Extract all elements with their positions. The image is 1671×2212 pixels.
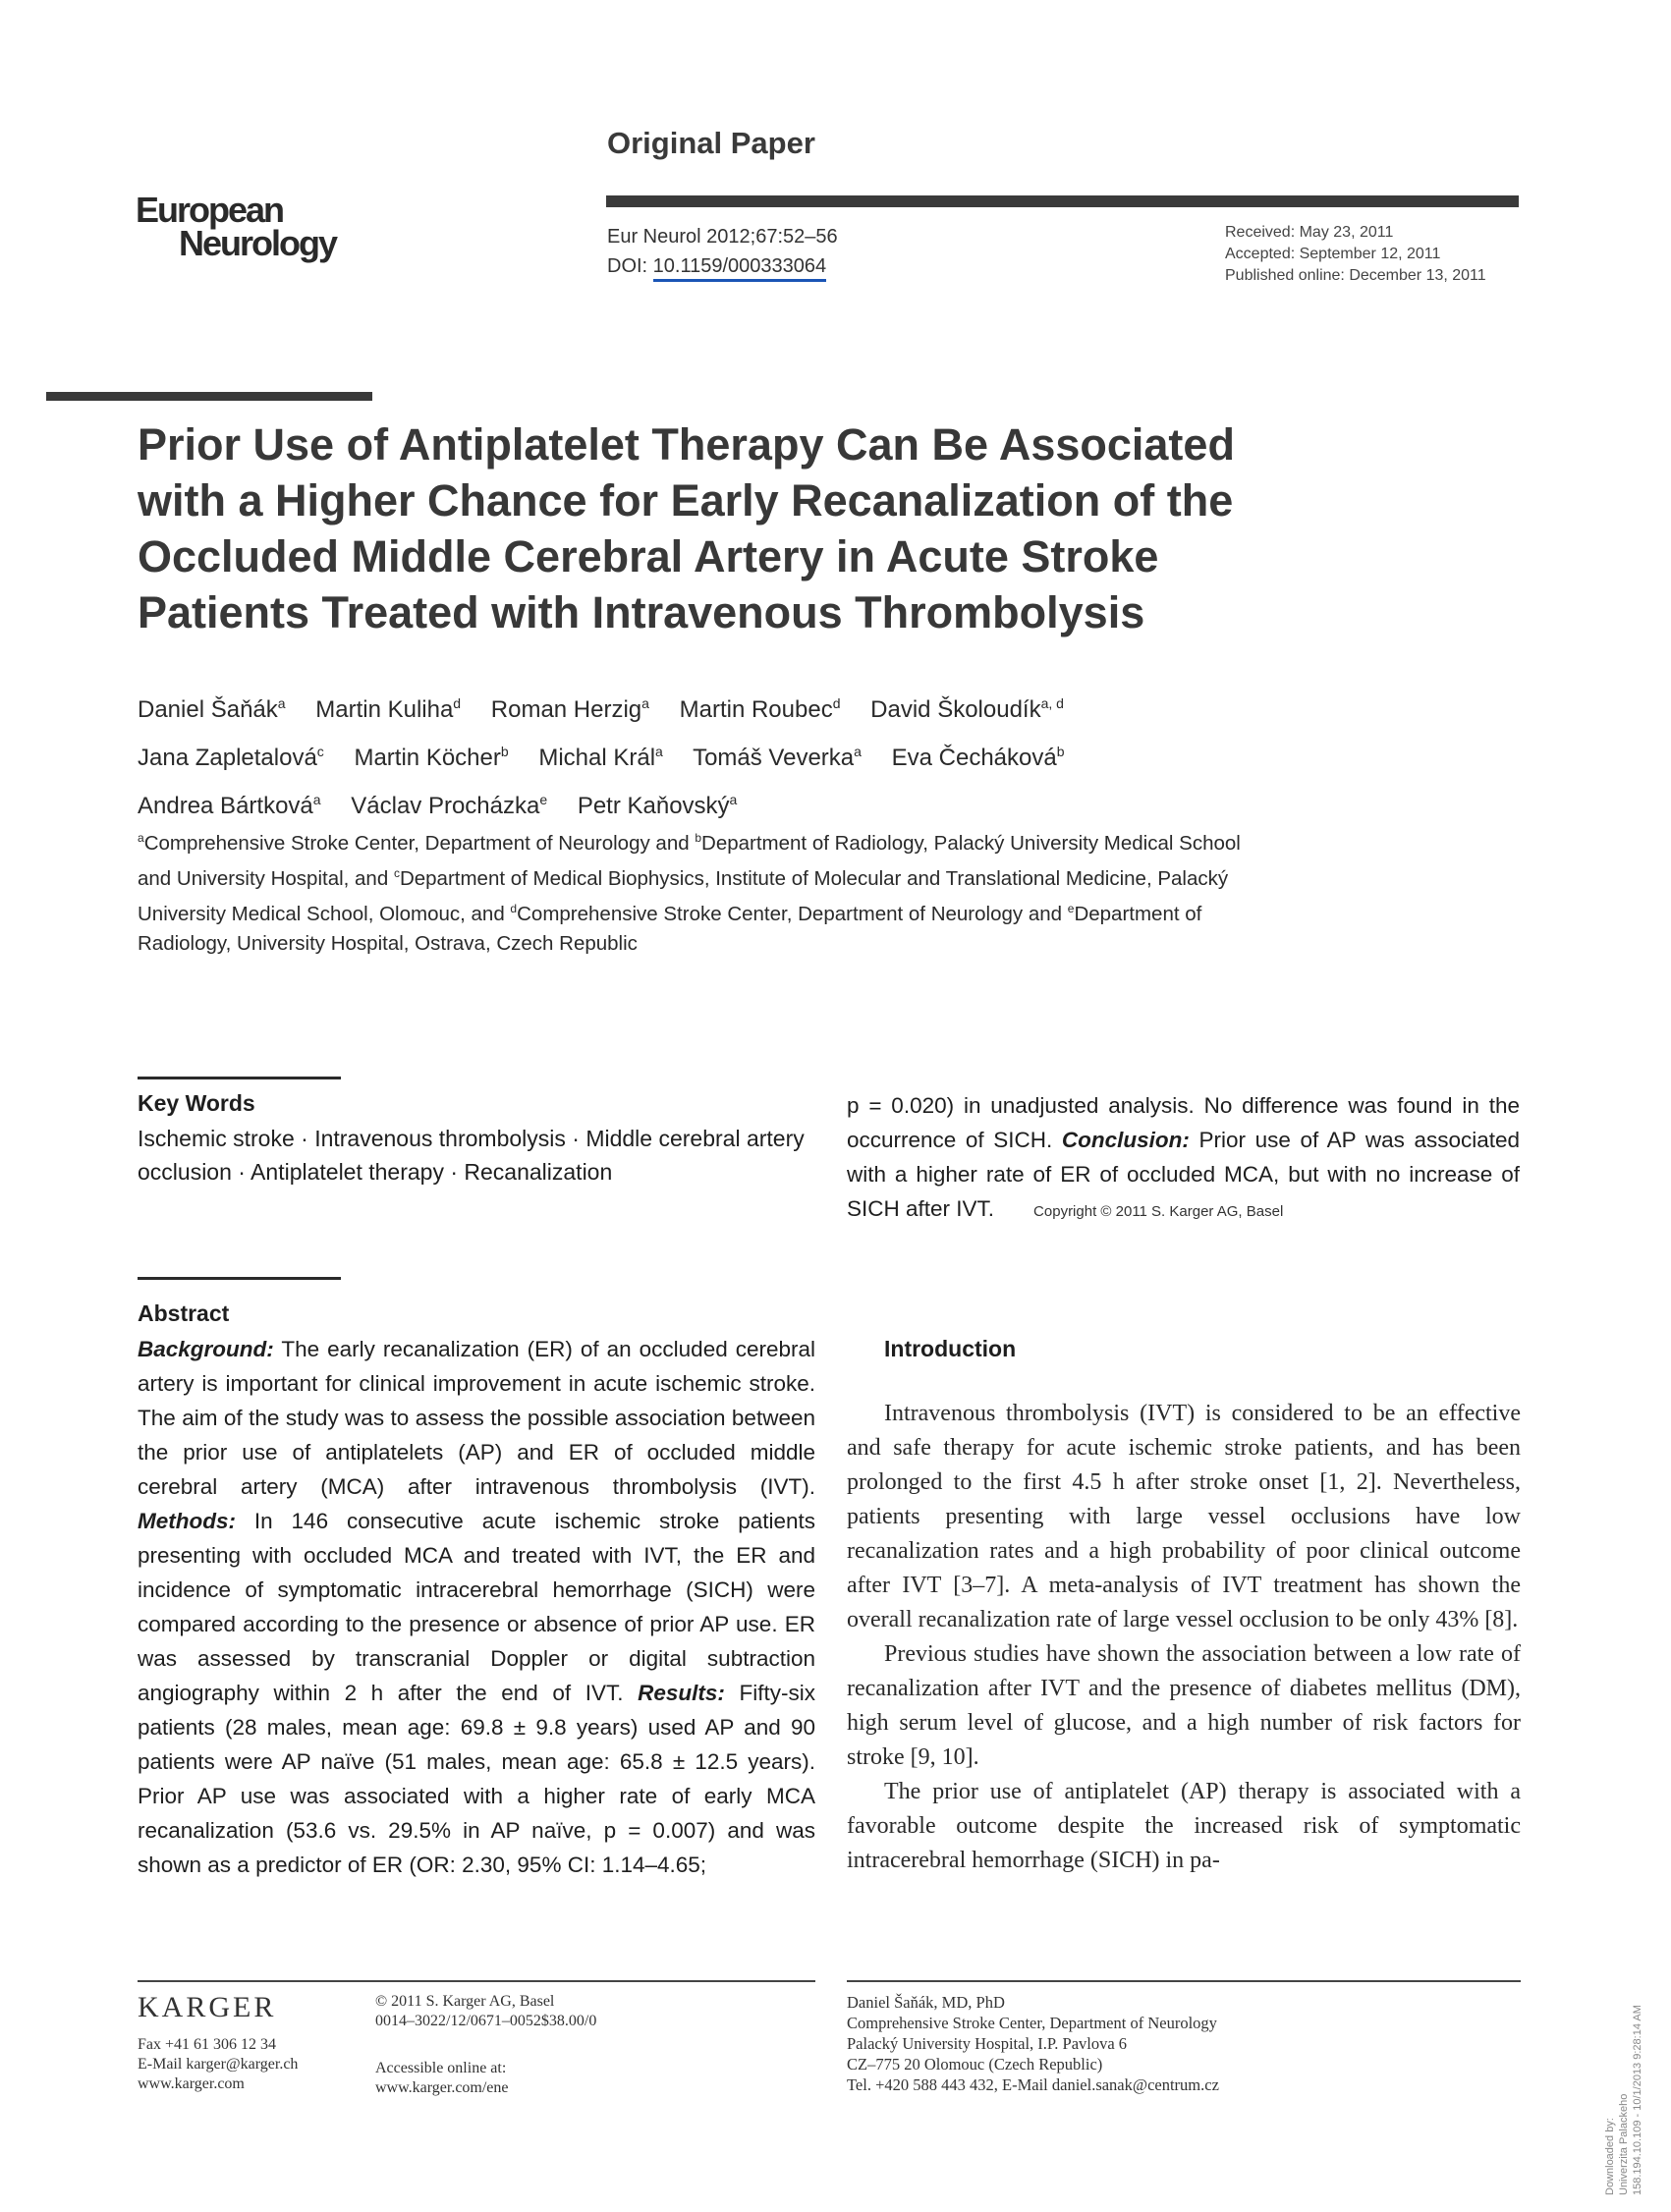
keywords-text: Ischemic stroke · Intravenous thrombolysis · Middle cerebral artery occlusion · Antiplatelet therapy · Recanalization (138, 1126, 805, 1185)
author-line-2 (138, 731, 1267, 779)
author: Roman Herzig$^a$ (490, 695, 649, 723)
author-line-1 (138, 683, 1267, 731)
journal-logo-line2: Neurology (179, 223, 337, 263)
author: Václav Procházka$^e$ (351, 792, 548, 819)
publisher-web[interactable]: www.karger.com (138, 2075, 245, 2092)
abstract-copyright: Copyright © 2011 S. Karger AG, Basel (1033, 1203, 1284, 1220)
download-line: Downloaded by: (1604, 2118, 1616, 2195)
published-date: Published online: December 13, 2011 (1225, 267, 1486, 284)
download-stamp (1603, 1930, 1644, 2195)
abstract-continuation: p = 0.020) in unadjusted analysis. No difference was found in the occurrence of SICH. Conclusion: Prior use of AP was associated with a higher rate of ER of occluded MCA, but with no increase of SICH after IVT. Copyright © 2011 S. Karger AG, Basel (847, 1093, 1521, 1221)
author: Martin Roubec$^d$ (679, 695, 841, 723)
copyright-line: © 2011 S. Karger AG, Basel (375, 1993, 555, 2010)
corr-name: Daniel Šaňák, MD, PhD (847, 1993, 1005, 2012)
received-date: Received: May 23, 2011 (1225, 224, 1394, 241)
access-label: Accessible online at: (375, 2060, 507, 2076)
publisher-fax: Fax +41 61 306 12 34 (138, 2036, 277, 2053)
conclusion-label: Conclusion: (1061, 1128, 1190, 1152)
background-label: Background: (138, 1337, 274, 1361)
author: Tomáš Veverka$^a$ (693, 744, 862, 771)
doi-line (607, 251, 838, 281)
author: Andrea Bártková$^a$ (138, 792, 321, 819)
corr-line: Palacký University Hospital, I.P. Pavlova 6 (847, 2034, 1128, 2053)
journal-logo-line1: European (136, 190, 284, 230)
publication-dates (1225, 222, 1486, 287)
author: Martin Köcher$^b$ (354, 744, 509, 771)
keywords-rule (138, 1077, 341, 1079)
publisher-contact (138, 2035, 298, 2094)
author: David Školoudík$^{a, d}$ (870, 695, 1064, 723)
footer-copyright (375, 1992, 596, 2031)
access-url[interactable]: www.karger.com/ene (375, 2079, 509, 2096)
download-line: 158.194.10.109 - 10/1/2013 9:28:14 AM (1632, 2005, 1643, 2195)
doi-link[interactable]: 10.1159/000333064 (653, 255, 826, 282)
introduction-heading: Introduction (884, 1336, 1017, 1361)
corr-line: CZ–775 20 Olomouc (Czech Republic) (847, 2055, 1103, 2074)
abstract-rule (138, 1277, 341, 1280)
article-title: Prior Use of Antiplatelet Therapy Can Be Associated with a Higher Chance for Early Recanalization of the Occluded Middle Cerebral Artery in Acute Stroke Patients Treated with Intravenous Thrombolysis (138, 419, 1235, 637)
publisher-email[interactable]: E-Mail karger@karger.ch (138, 2056, 299, 2073)
affiliations: $^a$Comprehensive Stroke Center, Department of Neurology and $^b$Department of Radiology, Palacký University Medical School and University Hospital, and $^c$Department of Medical Biophysics, Institute of Molecular and Translational Medicine, Palacký University Medical School, Olomouc, and $^d$Comprehensive Stroke Center, Department of Neurology and $^e$Department of Radiology, University Hospital, Ostrava, Czech Republic (138, 831, 1241, 956)
introduction-text (847, 1397, 1521, 1878)
keywords-heading: Key Words (138, 1090, 255, 1116)
author: Jana Zapletalová$^c$ (138, 744, 324, 771)
paragraph: Intravenous thrombolysis (IVT) is considered to be an effective and safe therapy for acute ischemic stroke patients, and has been prolonged to the first 4.5 h after stroke onset [1, 2]. Nevertheless, patients presenting with large vessel occlusions have low recanalization rates and a high probability of poor clinical outcome after IVT [3–7]. A meta-analysis of IVT treatment has shown the overall recanalization rate of large vessel occlusion to be only 43% [8]. (847, 1401, 1521, 1632)
accepted-date: Accepted: September 12, 2011 (1225, 246, 1441, 262)
header-rule (606, 195, 1519, 207)
author-line-3 (138, 779, 1267, 827)
online-access (375, 2059, 509, 2098)
author: Daniel Šaňák$^a$ (138, 695, 286, 723)
author: Martin Kuliha$^d$ (315, 695, 462, 723)
publisher-logo: KARGER (138, 1991, 277, 2023)
author: Eva Čecháková$^b$ (891, 744, 1065, 771)
author: Petr Kaňovský$^a$ (577, 792, 738, 819)
correspondence-address (847, 1992, 1219, 2095)
corr-line: Comprehensive Stroke Center, Department of Neurology (847, 2014, 1217, 2032)
paragraph: The prior use of antiplatelet (AP) therapy is associated with a favorable outcome despite the increased risk of symptomatic intracerebral hemorrhage (SICH) in pa- (847, 1779, 1521, 1873)
abstract-heading: Abstract (138, 1300, 230, 1326)
paragraph: Previous studies have shown the association between a low rate of recanalization after IVT and the presence of diabetes mellitus (DM), high serum level of glucose, and a high number of risk factors for stroke [9, 10]. (847, 1641, 1521, 1770)
footer-rule-right (847, 1980, 1521, 1982)
citation: Eur Neurol 2012;67:52–56 (607, 226, 838, 248)
title-rule (46, 392, 372, 401)
download-line: Univerzita Palackeho (1618, 2093, 1630, 2195)
author: Michal Král$^a$ (538, 744, 663, 771)
abstract-text: Background: The early recanalization (ER) of an occluded cerebral artery is important for clinical improvement in acute ischemic stroke. The aim of the study was to assess the possible association between the prior use of antiplatelets (AP) and ER of occluded middle cerebral artery (MCA) after intravenous thrombolysis (IVT). Methods: In 146 consecutive acute ischemic stroke patients presenting with occluded MCA and treated with IVT, the ER and incidence of symptomatic intracerebral hemorrhage (SICH) were compared according to the presence or absence of prior AP use. ER was assessed by transcranial Doppler or digital subtraction angiography within 2 h after the end of IVT. Results: Fifty-six patients (28 males, mean age: 69.8 ± 9.8 years) used AP and 90 patients were AP naïve (51 males, mean age: 65.8 ± 12.5 years). Prior AP use was associated with a higher rate of early MCA recanalization (53.6 vs. 29.5% in AP naïve, p = 0.007) and was shown as a predictor of ER (OR: 2.30, 95% CI: 1.14–4.65; (138, 1337, 815, 1877)
methods-label: Methods: (138, 1509, 236, 1533)
journal-logo (136, 190, 337, 263)
corr-line: Tel. +420 588 443 432, E-Mail daniel.sanak@centrum.cz (847, 2075, 1219, 2094)
section-label: Original Paper (607, 126, 815, 160)
author-list (138, 683, 1267, 827)
citation-block (607, 222, 838, 281)
issn-line: 0014–3022/12/0671–0052$38.00/0 (375, 2013, 597, 2029)
results-label: Results: (638, 1681, 725, 1705)
footer-rule-left (138, 1980, 815, 1982)
doi-label: DOI: (607, 255, 653, 277)
